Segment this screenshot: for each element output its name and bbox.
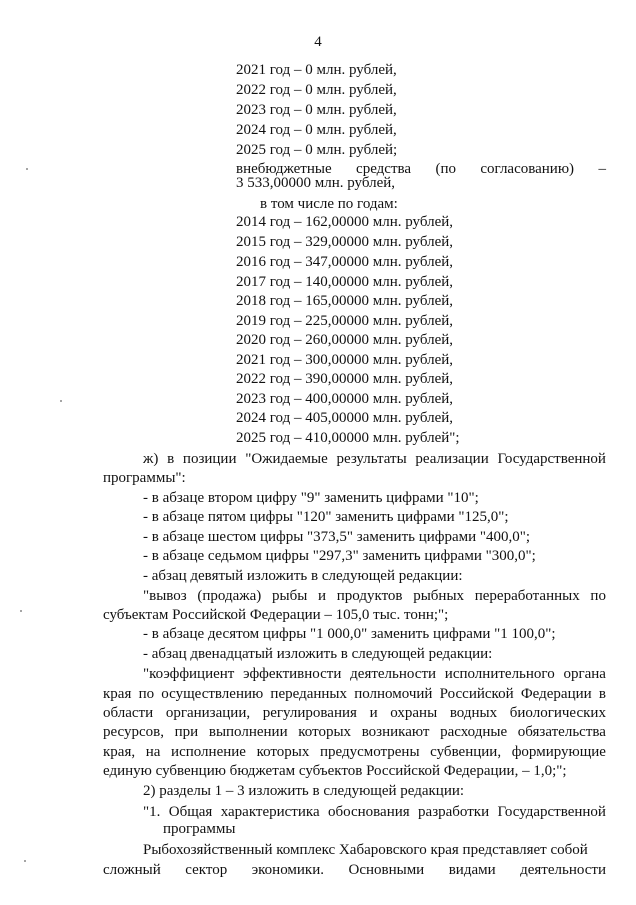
extrabudget-year-line: 2014 год – 162,00000 млн. рублей, bbox=[236, 214, 454, 230]
quote-line: ресурсов, при выполнении которых возникают расходные обязательства bbox=[103, 724, 606, 740]
by-years-label: в том числе по годам: bbox=[260, 196, 398, 212]
extrabudget-year-line: 2024 год – 405,00000 млн. рублей, bbox=[236, 410, 454, 426]
scan-speck bbox=[20, 610, 22, 612]
quote-line: области организации, регулирования и охраны водных биологических bbox=[103, 705, 606, 721]
quote-line: края по осуществлению переданных полномочий Российской Федерации в bbox=[103, 686, 606, 702]
extrabudget-total: 3 533,00000 млн. рублей, bbox=[236, 175, 396, 191]
quote-line: "вывоз (продажа) рыбы и продуктов рыбных переработанных по bbox=[143, 588, 606, 604]
sections-item: 2) разделы 1 – 3 изложить в следующей редакции: bbox=[143, 783, 465, 799]
extrabudget-year-line: 2021 год – 300,00000 млн. рублей, bbox=[236, 352, 454, 368]
extrabudget-year-line: 2022 год – 390,00000 млн. рублей, bbox=[236, 371, 454, 387]
budget-year-line: 2021 год – 0 млн. рублей, bbox=[236, 62, 397, 78]
quote-line: края, на исполнение которых предусмотрены субвенции, формирующие bbox=[103, 744, 606, 760]
budget-year-line: 2025 год – 0 млн. рублей; bbox=[236, 142, 398, 158]
extrabudget-line: внебюджетные средства (по согласованию) – bbox=[236, 161, 606, 177]
extrabudget-year-line: 2015 год – 329,00000 млн. рублей, bbox=[236, 234, 454, 250]
extrabudget-year-line: 2017 год – 140,00000 млн. рублей, bbox=[236, 274, 454, 290]
zh-item-continuation: программы": bbox=[103, 470, 186, 486]
quote-line: субъектам Российской Федерации – 105,0 тыс. тонн;"; bbox=[103, 607, 449, 623]
page-number: 4 bbox=[314, 34, 322, 50]
amendment-item: - в абзаце шестом цифры "373,5" заменить цифрами "400,0"; bbox=[143, 529, 531, 545]
amendment-item: - абзац девятый изложить в следующей редакции: bbox=[143, 568, 463, 584]
budget-year-line: 2022 год – 0 млн. рублей, bbox=[236, 82, 397, 98]
quote-line: единую субвенцию бюджетам субъектов Российской Федерации, – 1,0;"; bbox=[103, 763, 567, 779]
extrabudget-year-line: 2025 год – 410,00000 млн. рублей"; bbox=[236, 430, 460, 446]
amendment-item: - в абзаце втором цифру "9" заменить цифрами "10"; bbox=[143, 490, 479, 506]
extrabudget-year-line: 2018 год – 165,00000 млн. рублей, bbox=[236, 293, 454, 309]
paragraph-line: Рыбохозяйственный комплекс Хабаровского края представляет собой bbox=[143, 842, 588, 858]
section-heading: "1. Общая характеристика обоснования разработки Государственной bbox=[143, 804, 606, 820]
budget-year-line: 2024 год – 0 млн. рублей, bbox=[236, 122, 397, 138]
extrabudget-year-line: 2023 год – 400,00000 млн. рублей, bbox=[236, 391, 454, 407]
budget-year-line: 2023 год – 0 млн. рублей, bbox=[236, 102, 397, 118]
zh-item-line: ж) в позиции "Ожидаемые результаты реализации Государственной bbox=[143, 451, 606, 467]
section-heading-continuation: программы bbox=[163, 821, 236, 837]
amendment-item: - абзац двенадцатый изложить в следующей редакции: bbox=[143, 646, 493, 662]
amendment-item: - в абзаце седьмом цифры "297,3" заменить цифрами "300,0"; bbox=[143, 548, 536, 564]
scan-speck bbox=[24, 860, 26, 862]
scan-speck bbox=[26, 168, 28, 170]
paragraph-line: сложный сектор экономики. Основными видами деятельности bbox=[103, 862, 606, 878]
quote-line: "коэффициент эффективности деятельности исполнительного органа bbox=[143, 666, 606, 682]
scan-speck bbox=[60, 400, 62, 402]
amendment-item: - в абзаце десятом цифры "1 000,0" заменить цифрами "1 100,0"; bbox=[143, 626, 556, 642]
amendment-item: - в абзаце пятом цифры "120" заменить цифрами "125,0"; bbox=[143, 509, 509, 525]
extrabudget-year-line: 2019 год – 225,00000 млн. рублей, bbox=[236, 313, 454, 329]
extrabudget-year-line: 2020 год – 260,00000 млн. рублей, bbox=[236, 332, 454, 348]
extrabudget-year-line: 2016 год – 347,00000 млн. рублей, bbox=[236, 254, 454, 270]
